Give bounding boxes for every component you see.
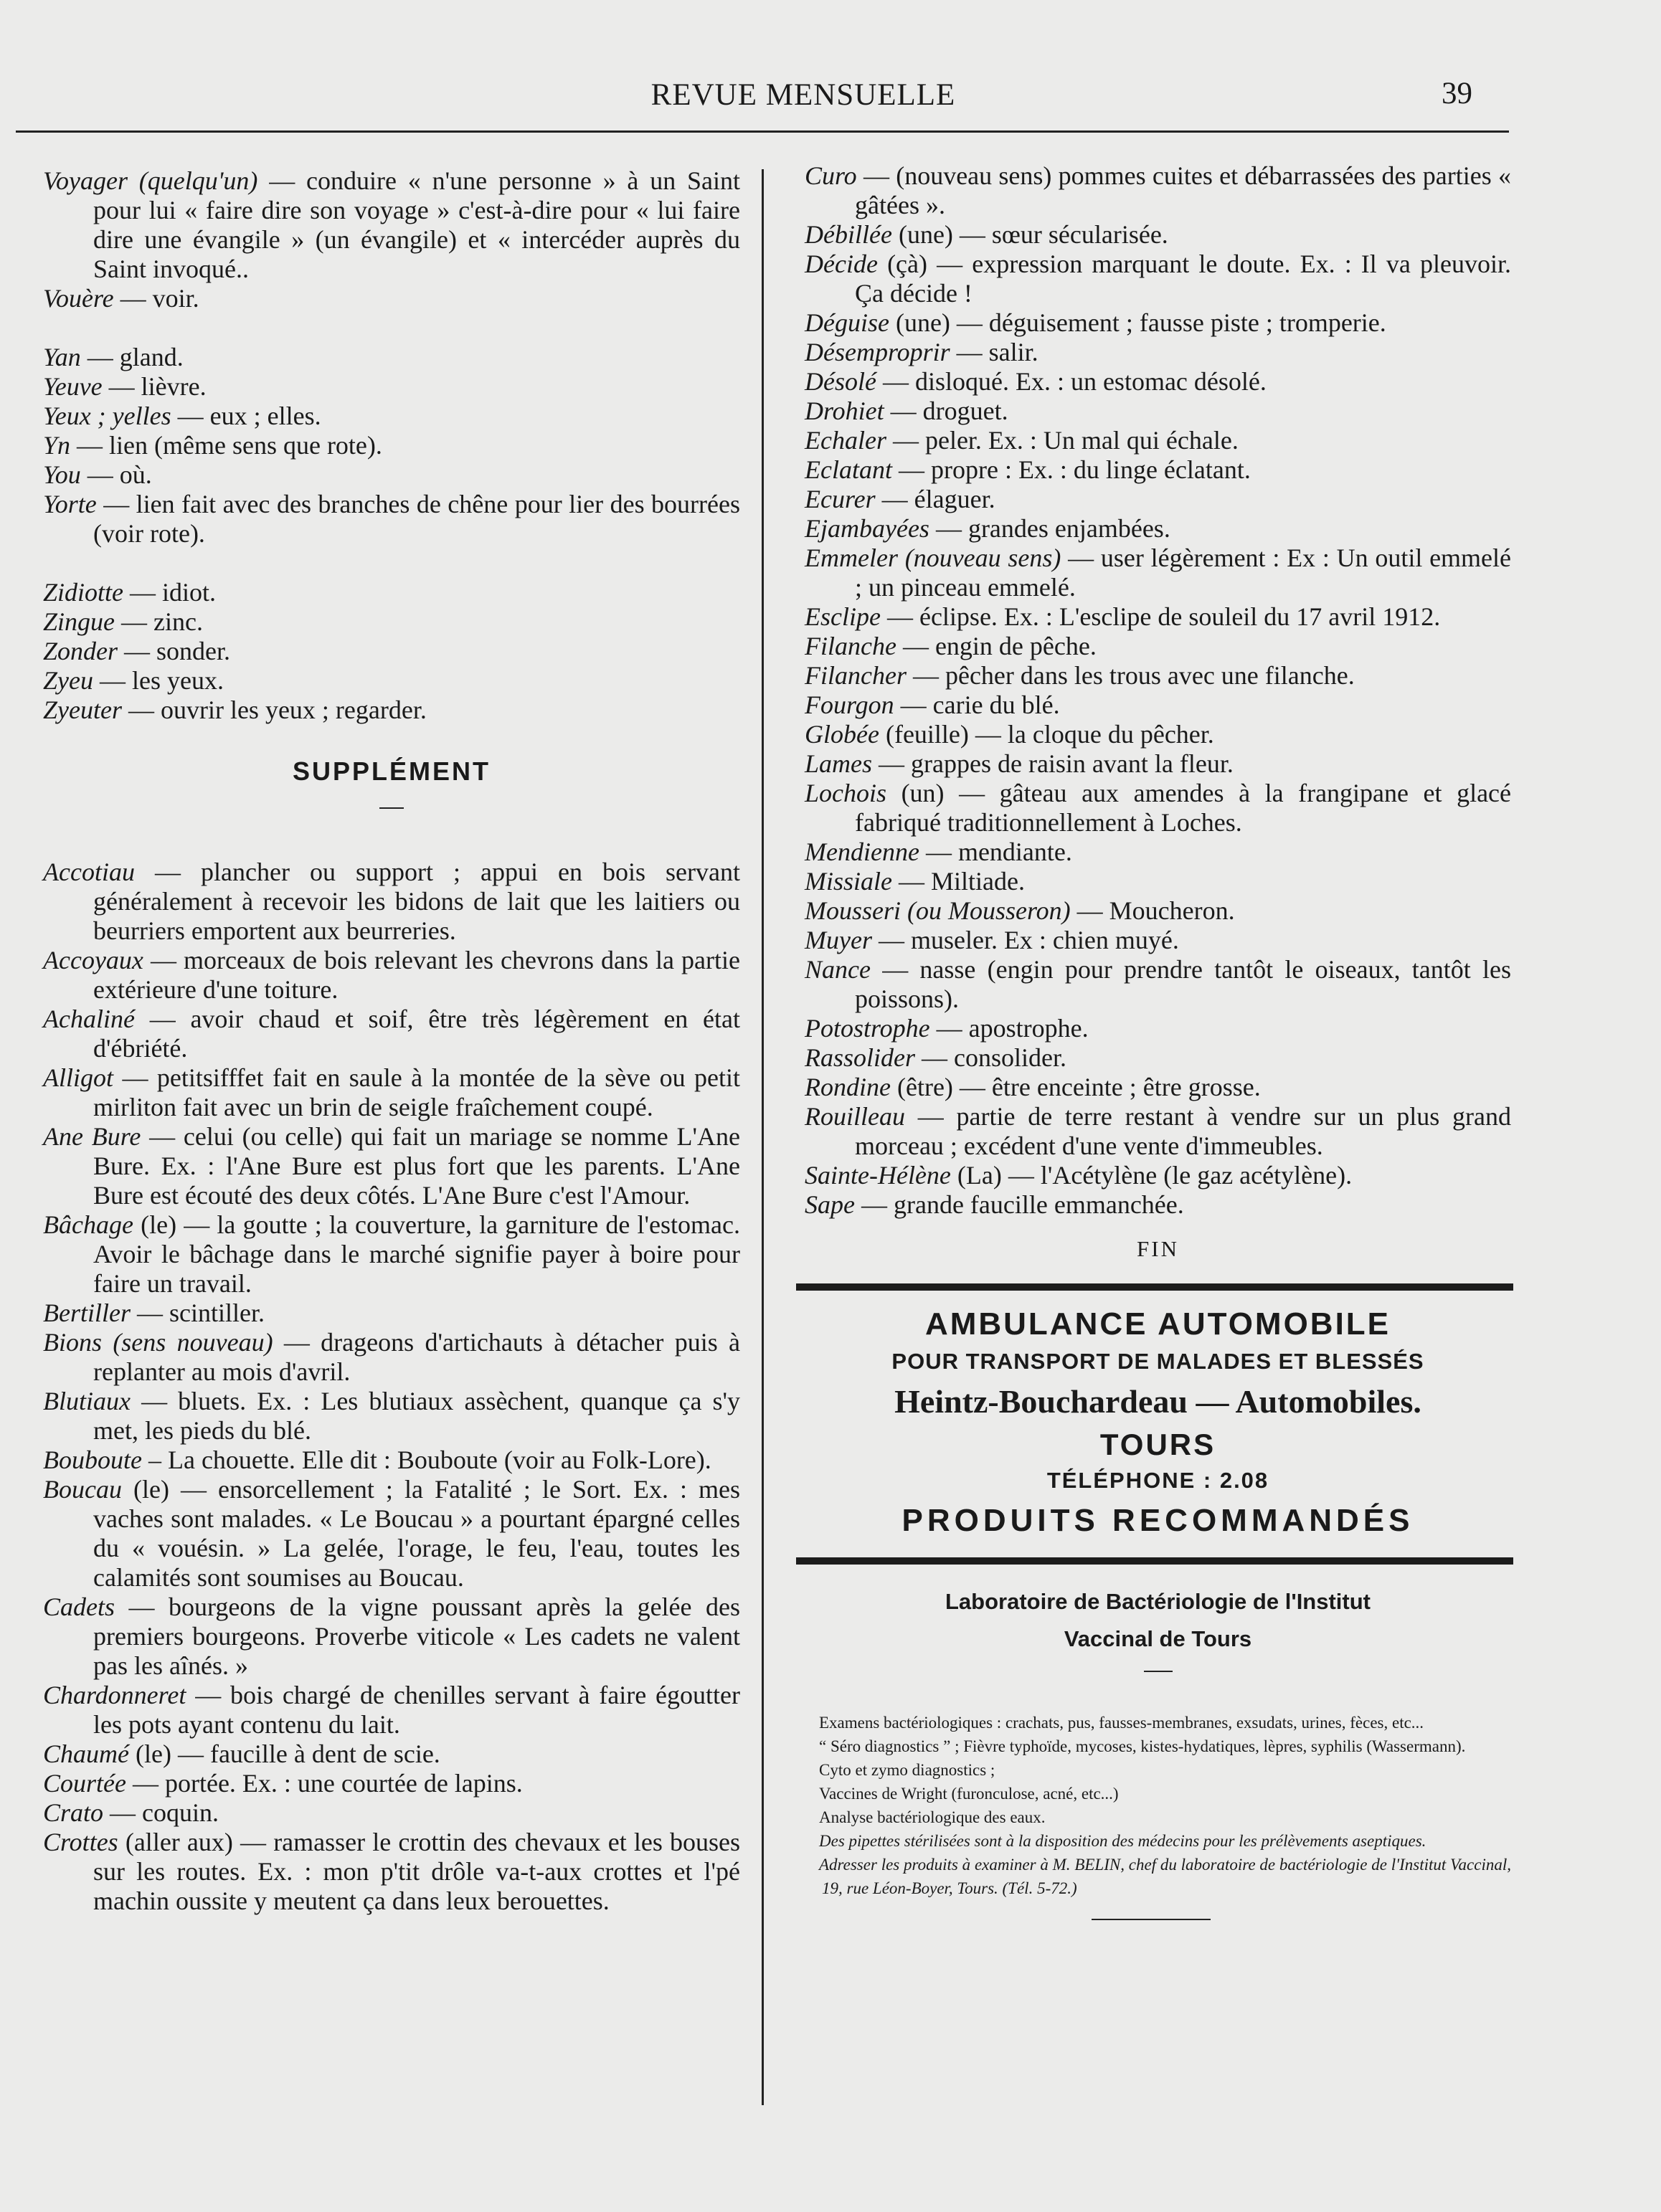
lab-title [805,1583,1511,1658]
supplement-entries-continued [805,161,1511,1220]
entry-definition: — ouvrir les yeux ; regarder. [128,696,427,724]
glossary-entry [805,367,1511,397]
entry-definition: (être) — être enceinte ; être grosse. [896,1073,1261,1101]
lab-title-line: Vaccinal de Tours [1064,1626,1252,1651]
entry-definition: — nasse (engin pour prendre tantôt le oiseaux, tantôt les poissons). [855,955,1512,1013]
glossary-entry [805,1102,1511,1161]
entry-term: Crato [43,1798,104,1827]
glossary-entry [805,543,1511,602]
entry-definition: — disloqué. Ex. : un estomac désolé. [882,367,1267,396]
ambulance-advert [805,1305,1511,1546]
entry-definition: (un) — gâteau aux amendes à la frangipane et glacé fabriqué traditionnellement à Loches. [855,779,1512,837]
entry-definition: — voir. [120,284,199,313]
entry-definition: — gland. [87,343,184,371]
entry-term: Eclatant [805,455,892,484]
entry-term: Nance [805,955,871,984]
entry-definition: (La) — l'Acétylène (le gaz acétylène). [957,1161,1353,1190]
advert-subtitle: POUR TRANSPORT DE MALADES ET BLESSÉS [891,1349,1424,1374]
entry-term: Yn [43,431,71,460]
entry-definition: (le) — faucille à dent de scie. [136,1739,440,1768]
advert-firm: Heintz-Bouchardeau — Automobiles. [894,1383,1421,1420]
entry-term: Echaler [805,426,886,455]
entry-definition: — conduire « n'une personne » à un Saint pour lui « faire dire son voyage » c'est-à-dire pour « lui faire dire une évangile » (un évangile) et « intercéder auprès du Saint invoqué.. [93,166,741,283]
glossary-entry [43,490,740,549]
glossary-entry [805,426,1511,455]
fin-mark: FIN [1137,1236,1179,1261]
entry-definition: — celui (ou celle) qui fait un mariage se nomme L'Ane Bure. Ex. : l'Ane Bure est plus fort que les parents. L'Ane Bure est écouté des deux côtés. L'Ane Bure c'est l'Amour. [93,1122,741,1210]
entry-term: Zyeu [43,666,93,695]
glossary-entry [805,837,1511,867]
entry-term: Vouère [43,284,114,313]
entry-definition: — mendiante. [925,837,1072,866]
entry-definition: — où. [87,460,152,489]
entry-definition: — zinc. [121,607,203,636]
glossary-entry [43,1446,740,1475]
glossary-entry [805,455,1511,485]
lab-title-line: Laboratoire de Bactériologie de l'Institut [945,1589,1371,1614]
glossary-entry [805,749,1511,779]
glossary-entry [43,696,740,725]
entry-term: Ecurer [805,485,876,513]
glossary-entry [805,602,1511,632]
entry-term: Ejambayées [805,514,929,543]
entry-term: Rouilleau [805,1102,905,1131]
glossary-entry [805,1073,1511,1102]
entry-definition: — idiot. [130,578,217,607]
entry-term: Filanche [805,632,896,660]
entry-term: Yeux ; yelles [43,402,171,430]
glossary-entry [805,1190,1511,1220]
glossary-entry [43,666,740,696]
entry-definition: — lièvre. [108,372,207,401]
column-rule [762,169,764,2105]
entry-term: Voyager (quelqu'un) [43,166,258,195]
entry-term: Rassolider [805,1043,916,1072]
entry-term: Zingue [43,607,115,636]
glossary-entry [805,485,1511,514]
glossary-entry [805,632,1511,661]
entry-term: Muyer [805,926,872,954]
glossary-entry [805,338,1511,367]
entry-definition: — museler. Ex : chien muyé. [878,926,1179,954]
glossary-entry [805,955,1511,1014]
entry-term: Alligot [43,1063,113,1092]
entry-term: Blutiaux [43,1387,131,1415]
entry-definition: – La chouette. Elle dit : Bouboute (voir au Folk-Lore). [148,1446,711,1474]
entry-term: Déguise [805,308,889,337]
entry-term: Globée [805,720,879,749]
glossary-entry [805,514,1511,543]
glossary-entry [43,343,740,372]
glossary-entry [805,661,1511,690]
entry-gap [43,313,740,343]
entry-term: Rondine [805,1073,891,1101]
entry-term: Missiale [805,867,892,896]
entry-term: Yorte [43,490,97,518]
entry-term: Sainte-Hélène [805,1161,951,1190]
right-column [805,161,1511,1920]
glossary-entry [43,1592,740,1681]
entry-definition: — eux ; elles. [177,402,321,430]
entry-definition: — apostrophe. [936,1014,1089,1043]
glossary-entry [43,858,740,946]
glossary-entry [805,250,1511,308]
entry-term: Bâchage [43,1210,133,1239]
entry-term: Désemproprir [805,338,950,366]
entry-definition: (une) — sœur sécularisée. [898,220,1168,249]
advert-phone: TÉLÉPHONE : 2.08 [1046,1468,1269,1493]
glossary-entry [43,1387,740,1446]
entry-definition: — les yeux. [99,666,224,695]
glossary-entry [805,161,1511,220]
glossary-entry [43,431,740,460]
glossary-entry [805,926,1511,955]
entry-term: Accotiau [43,858,135,886]
lab-line: Adresser les produits à examiner à M. BELIN, chef du laboratoire de bactériologie de l'Institut Vaccinal, 19, rue Léon-Boyer, Tours. (Tél. 5-72.) [819,1856,1511,1897]
entry-term: Courtée [43,1769,126,1798]
glossary-entry [805,220,1511,250]
entry-term: Sape [805,1190,855,1219]
entry-definition: — propre : Ex. : du linge éclatant. [898,455,1251,484]
advert-city: TOURS [1099,1428,1216,1461]
entry-definition: — lien (même sens que rote). [77,431,382,460]
entry-definition: (feuille) — la cloque du pêcher. [885,720,1214,749]
entry-term: Bions (sens nouveau) [43,1328,273,1357]
glossary-entry [43,284,740,313]
glossary-entry [805,690,1511,720]
entry-definition: — bourgeons de la vigne poussant après la gelée des premiers bourgeons. Proverbe viticole « Les cadets ne valent pas les aînés. » [93,1592,740,1680]
glossary-entry [43,1299,740,1328]
lab-line: Des pipettes stérilisées sont à la disposition des médecins pour les prélèvements aseptiques. [819,1832,1426,1850]
glossary-entry [43,1475,740,1592]
entry-definition: (le) — ensorcellement ; la Fatalité ; le Sort. Ex. : mes vaches sont malades. « Le Boucau » a pourtant épargné celles du « vouésin. » La gelée, l'orage, le feu, l'eau, toutes les calamités sont soumises au Boucau. [93,1475,741,1592]
entry-term: Zyeuter [43,696,122,724]
glossary-entry [805,867,1511,896]
entry-definition: — petitsifffet fait en saule à la montée de la sève ou petit mirliton fait avec un brin de seigle fraîchement coupé. [93,1063,741,1121]
entry-term: Bertiller [43,1299,131,1327]
supplement-title: SUPPLÉMENT [292,756,491,786]
glossary-entry [43,946,740,1005]
lab-line: Vaccines de Wright (furonculose, acné, etc...) [819,1785,1119,1803]
entry-definition: — pêcher dans les trous avec une filanche. [912,661,1355,690]
glossary-entry [43,1063,740,1122]
entry-definition: — portée. Ex. : une courtée de lapins. [132,1769,523,1798]
glossary-entry [805,1043,1511,1073]
entry-term: Cadets [43,1592,115,1621]
entry-term: Mousseri (ou Mousseron) [805,896,1071,925]
entry-term: Drohiet [805,397,884,425]
entry-term: Lochois [805,779,887,807]
entry-term: Curo [805,161,857,190]
entry-definition: — bluets. Ex. : Les blutiaux assèchent, quanque ça s'y met, les pieds du blé. [93,1387,741,1445]
entry-definition: — salir. [956,338,1038,366]
glossary-entry [43,1739,740,1769]
entry-definition: (le) — la goutte ; la couverture, la garniture de l'estomac. Avoir le bâchage dans le marché signifie payer à boire pour faire un travail. [93,1210,740,1298]
entry-definition: — éclipse. Ex. : L'esclipe de souleil du 17 avril 1912. [886,602,1441,631]
entry-definition: — partie de terre restant à vendre sur un plus grand morceau ; excédent d'une vente d'immeubles. [855,1102,1512,1160]
lab-line: “ Séro diagnostics ” ; Fièvre typhoïde, mycoses, kistes-hydatiques, lèpres, syphilis (Wassermann). [819,1737,1466,1755]
entry-definition: — carie du blé. [900,690,1060,719]
advert-bottom-rule [796,1557,1513,1565]
advert-top-rule [796,1283,1513,1291]
entry-definition: — drageons d'artichauts à détacher puis à replanter au mois d'avril. [93,1328,740,1386]
entry-term: Filancher [805,661,907,690]
glossary-entry [805,1161,1511,1190]
entry-term: Zidiotte [43,578,124,607]
entry-term: Débillée [805,220,892,249]
end-rule [1092,1919,1211,1920]
entry-term: Chardonneret [43,1681,186,1709]
page-number: 39 [1442,77,1472,110]
glossary-entry [43,1122,740,1210]
entry-definition: — avoir chaud et soif, être très légèrement en état d'ébriété. [93,1005,741,1063]
lab-services [805,1711,1511,1900]
glossary-entry [43,372,740,402]
entry-term: Décide [805,250,878,278]
lab-line: Examens bactériologiques : crachats, pus, fausses-membranes, exsudats, urines, fèces, etc... [819,1714,1424,1732]
entry-definition: — sonder. [124,637,231,665]
entry-term: Yan [43,343,81,371]
entry-definition: — Miltiade. [899,867,1025,896]
glossary-entry [805,779,1511,837]
glossary-entry [43,460,740,490]
lab-line: Analyse bactériologique des eaux. [819,1808,1046,1826]
entry-term: Ane Bure [43,1122,141,1151]
entry-definition: — bois chargé de chenilles servant à faire égoutter les pots ayant contenu du lait. [93,1681,741,1739]
header-rule [16,130,1509,133]
entry-term: Lames [805,749,873,778]
glossary-entries-v-z [43,166,740,725]
advert-products: PRODUITS RECOMMANDÉS [902,1503,1414,1538]
entry-definition: — élaguer. [881,485,995,513]
entry-definition: (aller aux) — ramasser le crottin des chevaux et les bouses sur les routes. Ex. : mon p'tit drôle va-t-aux crottes et l'pé machin oussite y meutent ça dans leux berouettes. [93,1828,741,1915]
running-head: REVUE MENSUELLE [650,78,956,112]
glossary-entry [43,1828,740,1916]
supplement-entries [43,858,740,1916]
supplement-rule [379,807,404,809]
entry-definition: — consolider. [922,1043,1066,1072]
entry-term: Chaumé [43,1739,129,1768]
entry-gap [43,549,740,578]
entry-definition: — scintiller. [136,1299,265,1327]
glossary-entry [43,1210,740,1299]
entry-term: Accoyaux [43,946,143,974]
entry-definition: — morceaux de bois relevant les chevrons dans la partie extérieure d'une toiture. [93,946,740,1004]
entry-term: Zonder [43,637,118,665]
glossary-entry [43,402,740,431]
entry-term: Mendienne [805,837,919,866]
advert-title: AMBULANCE AUTOMOBILE [924,1306,1391,1342]
entry-definition: — grandes enjambées. [935,514,1170,543]
glossary-entry [43,1005,740,1063]
entry-term: Fourgon [805,690,894,719]
entry-definition: — droguet. [890,397,1008,425]
glossary-entry [805,308,1511,338]
entry-definition: — Moucheron. [1076,896,1235,925]
glossary-entry [43,1328,740,1387]
entry-definition: — grande faucille emmanchée. [861,1190,1184,1219]
glossary-entry [805,1014,1511,1043]
entry-definition: — peler. Ex. : Un mal qui échale. [892,426,1239,455]
entry-definition: — lien fait avec des branches de chêne pour lier des bourrées (voir rote). [93,490,741,548]
glossary-entry [805,896,1511,926]
entry-term: Potostrophe [805,1014,930,1043]
glossary-entry [43,1769,740,1798]
glossary-entry [43,637,740,666]
entry-term: Emmeler (nouveau sens) [805,543,1061,572]
glossary-entry [805,720,1511,749]
lab-line: Cyto et zymo diagnostics ; [819,1761,995,1779]
entry-definition: — (nouveau sens) pommes cuites et débarrassées des parties « gâtées ». [855,161,1511,219]
entry-term: Esclipe [805,602,881,631]
glossary-entry [43,1681,740,1739]
glossary-entry [43,166,740,284]
glossary-entry [43,607,740,637]
entry-definition: — plancher ou support ; appui en bois servant généralement à recevoir les bidons de lait que les laitiers ou beurriers emportent aux beurreries. [93,858,741,945]
entry-term: Yeuve [43,372,103,401]
entry-definition: — grappes de raisin avant la fleur. [879,749,1234,778]
entry-definition: — engin de pêche. [902,632,1097,660]
entry-term: Achaliné [43,1005,135,1033]
left-column [43,166,740,1916]
entry-term: Boucau [43,1475,122,1504]
entry-definition: (une) — déguisement ; fausse piste ; tromperie. [895,308,1386,337]
entry-term: You [43,460,81,489]
lab-rule [1144,1671,1173,1672]
entry-term: Bouboute [43,1446,142,1474]
glossary-entry [43,1798,740,1828]
entry-definition: — user légèrement : Ex : Un outil emmelé ; un pinceau emmelé. [855,543,1512,602]
entry-term: Crottes [43,1828,118,1856]
glossary-entry [805,397,1511,426]
entry-term: Désolé [805,367,876,396]
entry-definition: — coquin. [110,1798,219,1827]
glossary-entry [43,578,740,607]
entry-definition: (çà) — expression marquant le doute. Ex. : Il va pleuvoir. Ça décide ! [855,250,1511,308]
